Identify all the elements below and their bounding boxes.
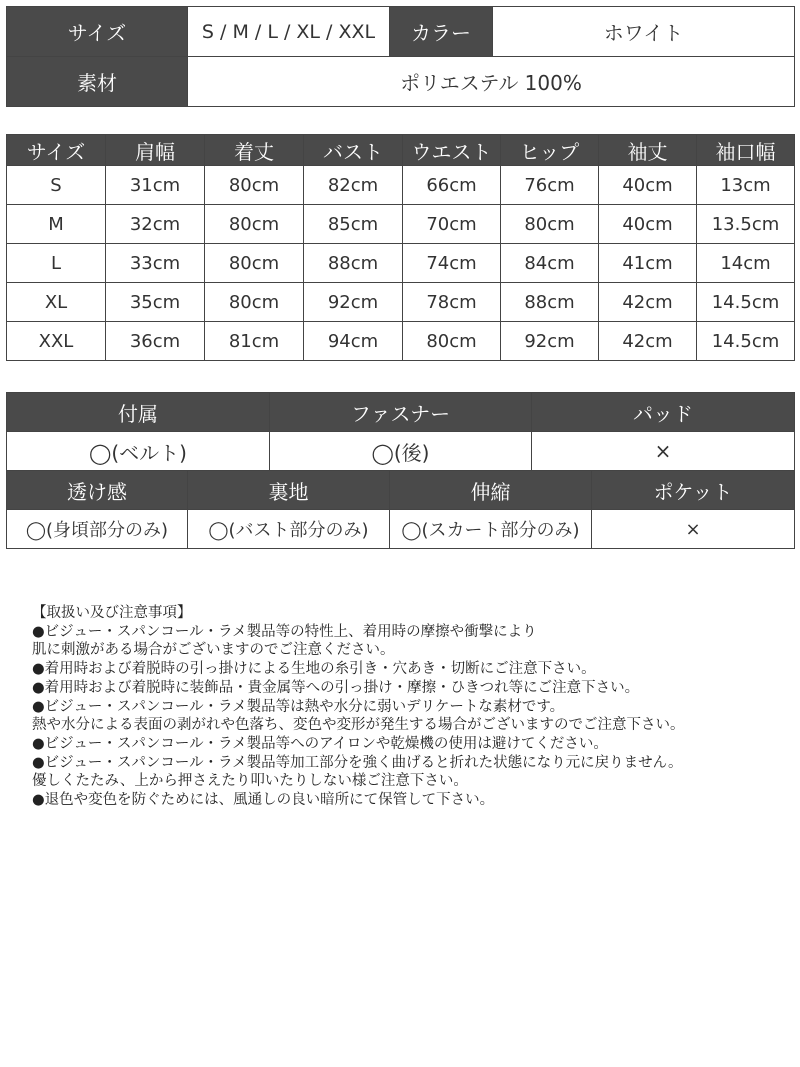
table-cell: 80cm [205, 205, 304, 244]
table-cell: 88cm [304, 244, 403, 283]
material-label: 素材 [7, 57, 188, 107]
table-cell: 94cm [304, 322, 403, 361]
size-label: サイズ [7, 7, 188, 57]
header-cell: 袖丈 [599, 135, 697, 166]
note-line: ●退色や変色を防ぐためには、風通しの良い暗所にて保管して下さい。 [32, 792, 495, 809]
pocket-value: × [592, 510, 795, 549]
table-cell: 13.5cm [697, 205, 795, 244]
color-label: カラー [390, 7, 493, 57]
table-cell: 40cm [599, 205, 697, 244]
lining-label: 裏地 [188, 471, 390, 510]
notes-heading: 【取扱い及び注意事項】 [32, 605, 192, 621]
table-row [7, 166, 795, 205]
size-table-header [7, 135, 795, 166]
table-row [7, 322, 795, 361]
note-line: ●着用時および着脱時の引っ掛けによる生地の糸引き・穴あき・切断にご注意下さい。 [32, 661, 596, 678]
size-table [6, 134, 795, 361]
color-value: ホワイト [493, 7, 795, 57]
stretch-label: 伸縮 [390, 471, 592, 510]
table-cell: 35cm [106, 283, 205, 322]
table-cell: 92cm [304, 283, 403, 322]
note-line: ●着用時および着脱時に装飾品・貴金属等への引っ掛け・摩擦・ひきつれ等にご注意下さい。 [32, 679, 640, 696]
table-cell: 14.5cm [697, 322, 795, 361]
table-cell: 41cm [599, 244, 697, 283]
pad-label: パッド [532, 393, 795, 432]
table-cell: 88cm [501, 283, 599, 322]
note-line: 優しくたたみ、上から押さえたり叩いたりしない様ご注意下さい。 [32, 773, 468, 790]
table-cell: 13cm [697, 166, 795, 205]
table-cell: 14cm [697, 244, 795, 283]
table-cell: 42cm [599, 322, 697, 361]
care-notes [32, 604, 685, 810]
table-cell: S [7, 166, 106, 205]
lining-value: ◯(バスト部分のみ) [188, 510, 390, 549]
table-cell: 80cm [205, 244, 304, 283]
table-cell: 14.5cm [697, 283, 795, 322]
note-line: ●ビジュー・スパンコール・ラメ製品等は熱や水分に弱いデリケートな素材です。 [32, 698, 565, 715]
table-cell: XL [7, 283, 106, 322]
table-cell: XXL [7, 322, 106, 361]
table-cell: 33cm [106, 244, 205, 283]
header-cell: 着丈 [205, 135, 304, 166]
note-line: ●ビジュー・スパンコール・ラメ製品等加工部分を強く曲げると折れた状態になり元に戻りません。 [32, 754, 683, 771]
size-value: S / M / L / XL / XXL [188, 7, 390, 57]
note-line: 肌に刺激がある場合がございますのでご注意ください。 [32, 642, 395, 659]
stretch-value: ◯(スカート部分のみ) [390, 510, 592, 549]
header-cell: バスト [304, 135, 403, 166]
table-row [7, 283, 795, 322]
zipper-value: ◯(後) [270, 432, 532, 471]
table-cell: 66cm [403, 166, 501, 205]
table-cell: 81cm [205, 322, 304, 361]
sheerness-value: ◯(身頃部分のみ) [7, 510, 188, 549]
header-cell: サイズ [7, 135, 106, 166]
table-cell: 70cm [403, 205, 501, 244]
zipper-label: ファスナー [270, 393, 532, 432]
note-line: ●ビジュー・スパンコール・ラメ製品等へのアイロンや乾燥機の使用は避けてください。 [32, 735, 608, 752]
accessory-value: ◯(ベルト) [7, 432, 270, 471]
table-cell: 42cm [599, 283, 697, 322]
sheerness-label: 透け感 [7, 471, 188, 510]
table-cell: 84cm [501, 244, 599, 283]
spec-table [6, 6, 795, 107]
pad-value: × [532, 432, 795, 471]
pocket-label: ポケット [592, 471, 795, 510]
table-cell: 80cm [205, 166, 304, 205]
table-row [7, 244, 795, 283]
table-cell: 82cm [304, 166, 403, 205]
material-value: ポリエステル 100% [188, 57, 795, 107]
table-cell: 80cm [501, 205, 599, 244]
header-cell: 肩幅 [106, 135, 205, 166]
features-table-2 [6, 470, 795, 549]
table-cell: 40cm [599, 166, 697, 205]
header-cell: ヒップ [501, 135, 599, 166]
table-row [7, 205, 795, 244]
table-cell: 31cm [106, 166, 205, 205]
header-cell: 袖口幅 [697, 135, 795, 166]
header-cell: ウエスト [403, 135, 501, 166]
table-cell: 36cm [106, 322, 205, 361]
table-cell: 76cm [501, 166, 599, 205]
table-cell: M [7, 205, 106, 244]
note-line: ●ビジュー・スパンコール・ラメ製品等の特性上、着用時の摩擦や衝撃により [32, 623, 537, 640]
table-cell: 80cm [403, 322, 501, 361]
note-line: 熱や水分による表面の剥がれや色落ち、変色や変形が発生する場合がございますのでご注意下さい。 [32, 717, 685, 734]
table-cell: 85cm [304, 205, 403, 244]
table-cell: 32cm [106, 205, 205, 244]
table-cell: 80cm [205, 283, 304, 322]
table-cell: L [7, 244, 106, 283]
accessory-label: 付属 [7, 393, 270, 432]
table-cell: 92cm [501, 322, 599, 361]
table-cell: 78cm [403, 283, 501, 322]
table-cell: 74cm [403, 244, 501, 283]
features-table-1 [6, 392, 795, 471]
